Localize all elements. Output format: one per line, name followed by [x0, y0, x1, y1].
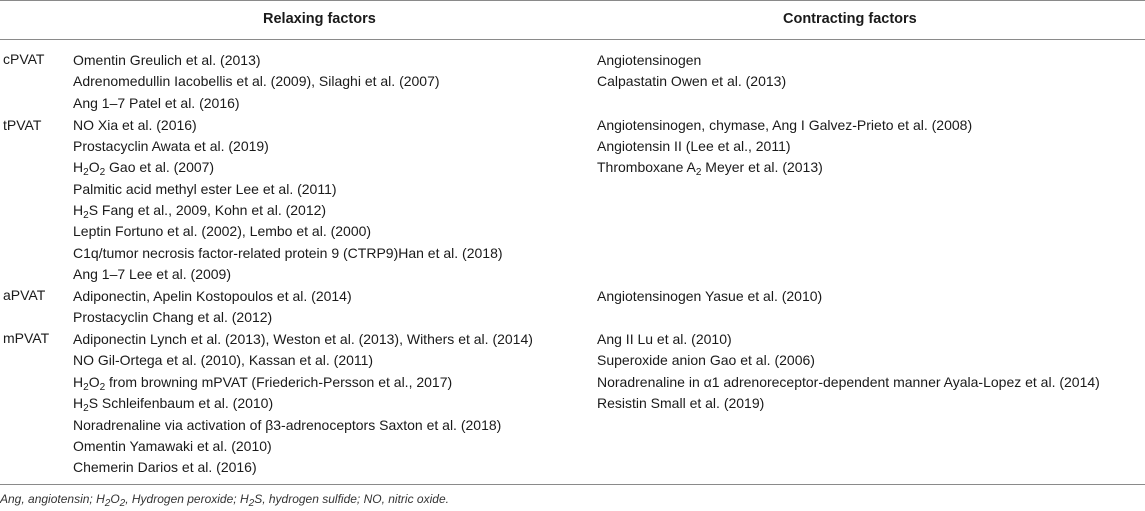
contracting-item: Resistin Small et al. (2019) [597, 395, 765, 411]
contracting-item: Angiotensin II (Lee et al., 2011) [597, 138, 791, 154]
contracting-item: Angiotensinogen [597, 52, 702, 68]
relaxing-item: Chemerin Darios et al. (2016) [73, 459, 257, 475]
contracting-item: Noradrenaline in α1 adrenoreceptor-dependent manner Ayala-Lopez et al. (2014) [597, 374, 1100, 390]
contracting-item: Angiotensinogen Yasue et al. (2010) [597, 288, 823, 304]
header-rule [0, 39, 1145, 40]
contracting-item: Superoxide anion Gao et al. (2006) [597, 352, 815, 368]
header-relaxing: Relaxing factors [263, 11, 376, 27]
header-contracting: Contracting factors [783, 11, 917, 27]
relaxing-item: Adrenomedullin Iacobellis et al. (2009), Silaghi et al. (2007) [73, 73, 440, 89]
group-label-apvat: aPVAT [3, 287, 46, 303]
group-label-cpvat: cPVAT [3, 51, 45, 67]
relaxing-item-h2o2: $H_2O_2$ from browning mPVAT (Friederich-Persson et al., 2017) [73, 374, 453, 393]
relaxing-item: Ang 1–7 Lee et al. (2009) [73, 266, 232, 282]
relaxing-item: Palmitic acid methyl ester Lee et al. (2011) [73, 181, 337, 197]
group-label-mpvat: mPVAT [3, 330, 50, 346]
contracting-item: Ang II Lu et al. (2010) [597, 331, 732, 347]
relaxing-item: Leptin Fortuno et al. (2002), Lembo et al. (2000) [73, 223, 372, 239]
contracting-item: Angiotensinogen, chymase, Ang I Galvez-Prieto et al. (2008) [597, 117, 973, 133]
contracting-item-thromboxane: Thromboxane $A_2$ Meyer et al. (2013) [597, 159, 823, 178]
relaxing-item: Prostacyclin Awata et al. (2019) [73, 138, 269, 154]
table-footnote: Ang, angiotensin; $H_2O_2$, Hydrogen peroxide; $H_2S$, hydrogen sulfide; NO, nitric oxide. [0, 492, 449, 509]
contracting-item: Calpastatin Owen et al. (2013) [597, 73, 787, 89]
relaxing-item: Adiponectin Lynch et al. (2013), Weston et al. (2013), Withers et al. (2014) [73, 331, 533, 347]
relaxing-item: Omentin Greulich et al. (2013) [73, 52, 261, 68]
relaxing-item: Ang 1–7 Patel et al. (2016) [73, 95, 240, 111]
group-label-tpvat: tPVAT [3, 117, 42, 133]
relaxing-item: Adiponectin, Apelin Kostopoulos et al. (2014) [73, 288, 352, 304]
relaxing-item: C1q/tumor necrosis factor-related protein 9 (CTRP9)Han et al. (2018) [73, 245, 503, 261]
relaxing-item: Omentin Yamawaki et al. (2010) [73, 438, 272, 454]
relaxing-item-h2s: $H_2S$ Fang et al., 2009, Kohn et al. (2012) [73, 202, 327, 221]
relaxing-item: Noradrenaline via activation of β3-adrenoceptors Saxton et al. (2018) [73, 417, 502, 433]
relaxing-item-h2s: $H_2S$ Schleifenbaum et al. (2010) [73, 395, 274, 414]
relaxing-item-h2o2: $H_2O_2$ Gao et al. (2007) [73, 159, 215, 178]
top-rule [0, 0, 1145, 1]
relaxing-item: NO Xia et al. (2016) [73, 117, 197, 133]
bottom-rule [0, 484, 1145, 485]
relaxing-item: NO Gil-Ortega et al. (2010), Kassan et al. (2011) [73, 352, 374, 368]
relaxing-item: Prostacyclin Chang et al. (2012) [73, 309, 273, 325]
